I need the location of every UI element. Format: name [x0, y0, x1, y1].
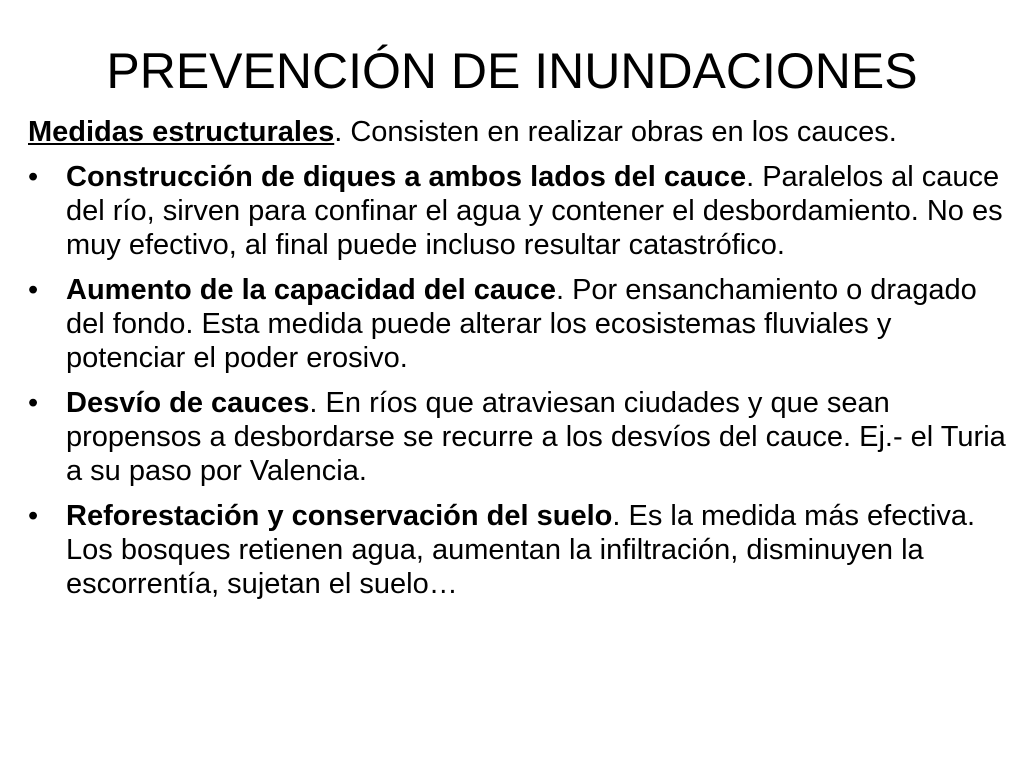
- bullet-dot-icon: •: [28, 274, 39, 306]
- bullet-text: . Por ensanchamiento o dragado del fondo. Esta medida puede alterar los ecosistemas fluviales y potenciar el poder erosivo.: [66, 274, 977, 374]
- bullet-list: [28, 160, 1018, 612]
- bullet-heading: Reforestación y conservación del suelo: [66, 500, 613, 532]
- bullet-text: . Paralelos al cauce del río, sirven para confinar el agua y contener el desbordamiento. No es muy efectivo, al final puede incluso resultar catastrófico.: [66, 161, 1003, 261]
- bullet-item-desvio: [28, 386, 1018, 488]
- bullet-dot-icon: •: [28, 500, 39, 532]
- intro-text: . Consisten en realizar obras en los cauces.: [334, 116, 897, 148]
- intro-heading: Medidas estructurales: [28, 116, 335, 148]
- bullet-item-capacidad: [28, 273, 1018, 375]
- bullet-text: . En ríos que atraviesan ciudades y que sean propensos a desbordarse se recurre a los desvíos del cauce. Ej.- el Turia a su paso por Valencia.: [66, 387, 1006, 487]
- bullet-item-diques: [28, 160, 1018, 262]
- bullet-heading: Aumento de la capacidad del cauce: [66, 274, 556, 306]
- bullet-item-reforestacion: [28, 499, 1018, 601]
- bullet-text: . Es la medida más efectiva. Los bosques retienen agua, aumentan la infiltración, disminuyen la escorrentía, sujetan el suelo…: [66, 500, 976, 600]
- bullet-heading: Desvío de cauces: [66, 387, 310, 419]
- bullet-dot-icon: •: [28, 387, 39, 419]
- bullet-dot-icon: •: [28, 161, 39, 193]
- intro-line: [28, 114, 1018, 150]
- slide-title: PREVENCIÓN DE INUNDACIONES: [106, 43, 918, 99]
- bullet-heading: Construcción de diques a ambos lados del cauce: [66, 161, 747, 193]
